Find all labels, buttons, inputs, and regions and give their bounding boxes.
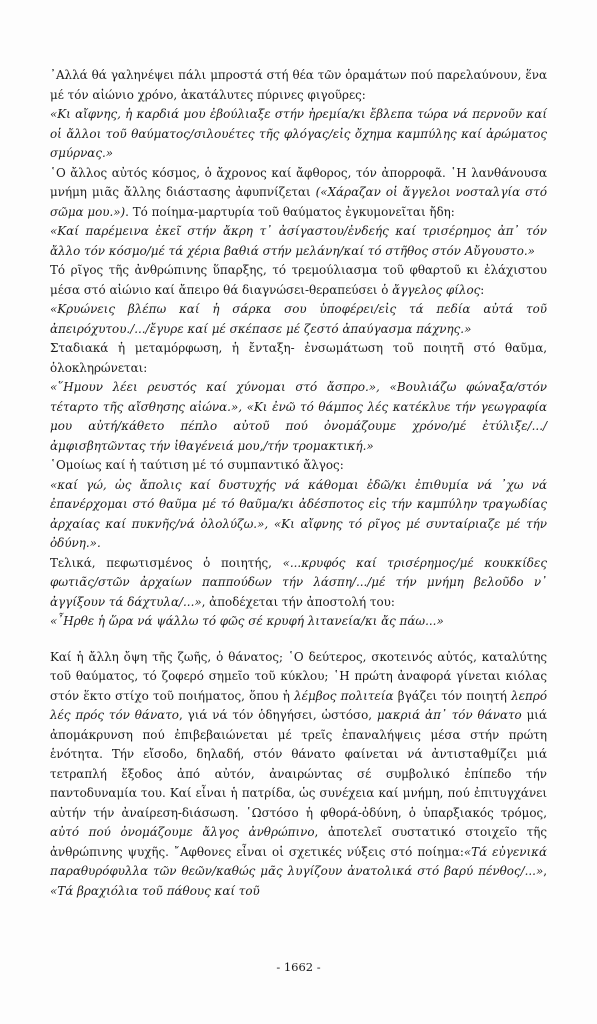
poem-quote: «῏Ηρθε ἡ ὥρα νά ψάλλω τό φῶς σέ κρυφή λιτανεία/κι ἄς πάω...» xyxy=(50,614,444,628)
text-run: , ἀποτελεῖ συστατικό στοιχεῖο τῆς ἀνθρώπινης ψυχῆς. ῎Αφθονες εἶναι οἱ σχετικές νύξεις στό ποίημα: xyxy=(50,825,547,859)
italic-quote: «Τά εὐγενικά παραθυρόφυλλα τῶν θεῶν/καθώς μᾶς λυγίζουν ἀνατολικά στό βαρύ πένθος/...» xyxy=(50,844,547,878)
text-run: ῾Ο ἄλλος αὐτός κόσμος, ὁ ἄχρονος καί ἄφθορος, τόν ἀπορροφᾶ. ῾Η λανθάνουσα μνήμη μιᾶς ἄλλης διάστασης ἀφυπνίζεται xyxy=(50,165,547,199)
poem-quote: «καί γώ, ὡς ἄπολις καί δυστυχής νά κάθομαι ἐδῶ/κι ἐπιθυμία νά ᾿χω νά ἐπανέρχομαι στό θαῦμα μέ τό θαῦμα/κι ἀδέσποτος εἰς τήν καμπύλην τραγωδίας ἀρχαίας καί πυκνῆς/νά ὀλολύζω.», «Κι αἴφνης τό ρῖγος μέ συνταίριαζε μέ τήν ὀδύνη.». xyxy=(50,477,547,550)
text-run: . Τό ποίημα-μαρτυρία τοῦ θαύματος ἐγκυμονεῖται ἤδη: xyxy=(125,204,455,219)
italic-quote: λέμβος πολιτεία xyxy=(294,688,394,703)
page-body xyxy=(50,66,547,901)
poem-quote: «Καί παρέμεινα ἐκεῖ στήν ἄκρη τ᾿ ἀσίγαστου/ἐνδεής καί τρισέρημος ἀπ᾿ τόν ἄλλο τόν κόσμο/μέ τά χέρια βαθιά στήν μελάνη/καί τό στῆθος στόν Αὔγουστο.» xyxy=(50,224,547,258)
text-run: βγάζει τόν ποιητή xyxy=(393,688,512,703)
italic-quote: ἄγγελος φίλος xyxy=(392,282,481,297)
poem-quote: «Κρυώνεις βλέπω καί ἡ σάρκα σου ὑποφέρει/εἰς τά πεδία αὐτά τοῦ ἀπειρόχυτου./.../ἔγυρε καί μέ σκέπασε μέ ζεστό ἀπαύγασμα πάχνης.» xyxy=(50,302,547,336)
paragraph xyxy=(50,554,547,613)
text-run: Τό ρῖγος τῆς ἀνθρώπινης ὕπαρξης, τό τρεμούλιασμα τοῦ φθαρτοῦ κι ἐλάχιστου μέσα στό αἰώνιο καί ἄπειρο θά διαγνώσει-θεραπεύσει ὁ xyxy=(50,263,547,297)
italic-quote: μακριά ἀπ᾿ τόν θάνατο xyxy=(376,708,522,722)
section-gap xyxy=(50,632,547,648)
italic-quote: («Χάραζαν οἱ ἄγγελοι νοσταλγία στό σῶμα μου.») xyxy=(50,185,548,219)
paragraph xyxy=(50,648,547,902)
section-2 xyxy=(50,648,547,902)
text-run: μιά ἀπομάκρυνση πού ἐπιβεβαιώνεται μέ τρεῖς ἐπαναλήψεις μέσα στήν πρώτη ἑνότητα. Τήν εἴσοδο, δηλαδή, στόν θάνατο φαίνεται νά ἀντισταθμίζει μιά τετραπλή ἔξοδος ἀπό αὐτόν, ἀναιρώντας σέ συμβολικό ἐπίπεδο τήν παντοδυναμία του. Καί εἶναι ἡ πατρίδα, ὡς συνέχεια καί μνήμη, πού ἐπιτυγχάνει αὐτήν τήν ἀναίρεση-διάσωση. ῾Ωστόσο ἡ φθορά-ὀδύνη, ὁ ὑπαρξιακός τρόμος, xyxy=(50,708,548,820)
paragraph: ᾿Αλλά θά γαληνέψει πάλι μπροστά στή θέα τῶν ὁραμάτων πού παρελαύνουν, ἕνα μέ τόν αἰώνιο χρόνο, ἀκατάλυτες πύρινες φιγοῦρες: xyxy=(50,68,547,102)
paragraph xyxy=(50,261,547,300)
italic-quote: αὐτό πού ὀνομάζουμε ἄλγος ἀνθρώπινο xyxy=(50,825,315,839)
page-number: - 1662 - xyxy=(276,960,321,974)
italic-quote: «Τά βραχιόλια τοῦ πάθους καί τοῦ xyxy=(50,883,260,898)
text-run: Τελικά, πεφωτισμένος ὁ ποιητής, xyxy=(50,555,283,570)
text-run: Καί ἡ ἄλλη ὄψη τῆς ζωῆς, ὁ θάνατος; ῾Ο δεύτερος, σκοτεινός αὐτός, καταλύτης τοῦ θαύματος, τό ζοφερό σημεῖο τοῦ κύκλου; ῾Η πρώτη ἀναφορά γίνεται κιόλας στόν ἕκτο στίχο τοῦ ποιήματος, ὅπου ἡ xyxy=(50,649,547,703)
text-run: : xyxy=(480,282,485,297)
text-run: , ἀποδέχεται τήν ἀποστολή του: xyxy=(201,594,395,609)
italic-quote: λεπρό λές πρός τόν θάνατο xyxy=(50,688,547,722)
paragraph xyxy=(50,164,547,223)
poem-quote: «Κι αἴφνης, ἡ καρδιά μου ἐβούλιαξε στήν ἠρεμία/κι ἔβλεπα τώρα νά περνοῦν καί οἱ ἄλλοι τοῦ θαύματος/σιλουέτες τῆς φλόγας/εἰς ὄχημα καμπύλης καί ἀρώματος σμύρνας.» xyxy=(50,107,547,160)
section-1 xyxy=(50,66,547,632)
poem-quote: «῞Ημουν λέει ρευστός καί χύνομαι στό ἄσπρο.», «Βουλιάζω φώναξα/στόν τέταρτο τῆς αἴσθησης αἰώνα.», «Κι ἐνῶ τό θάμπος λές κατέκλυε τήν γεωγραφία μου αὐτή/κάθετο πέπλο αὐτοῦ πού ὀνομάζουμε χρόνο/μέ ἐτύλιξε/.../ἀμφισβητῶντας τήν ἰθαγένειά μου,/τήν τρομακτική.» xyxy=(50,380,547,453)
text-run: , xyxy=(543,864,547,878)
text-run: , γιά νά τόν ὁδηγήσει, ὡστόσο, xyxy=(178,708,377,722)
paragraph: ῾Ομοίως καί ἡ ταύτιση μέ τό συμπαντικό ἄλγος: xyxy=(50,458,344,472)
paragraph: Σταδιακά ἡ μεταμόρφωση, ἡ ἔνταξη- ἐνσωμάτωση τοῦ ποιητῆ στό θαῦμα, ὁλοκληρώνεται: xyxy=(50,341,547,375)
italic-quote: «...κρυφός καί τρισέρημος/μέ κουκκίδες φωτιᾶς/στῶν ἀρχαίων παππούδων τήν λάσπη/.../μέ τήν μνήμη βελοῦδο ν᾿ ἀγγίξουν τά δάχτυλα/...» xyxy=(50,555,548,609)
